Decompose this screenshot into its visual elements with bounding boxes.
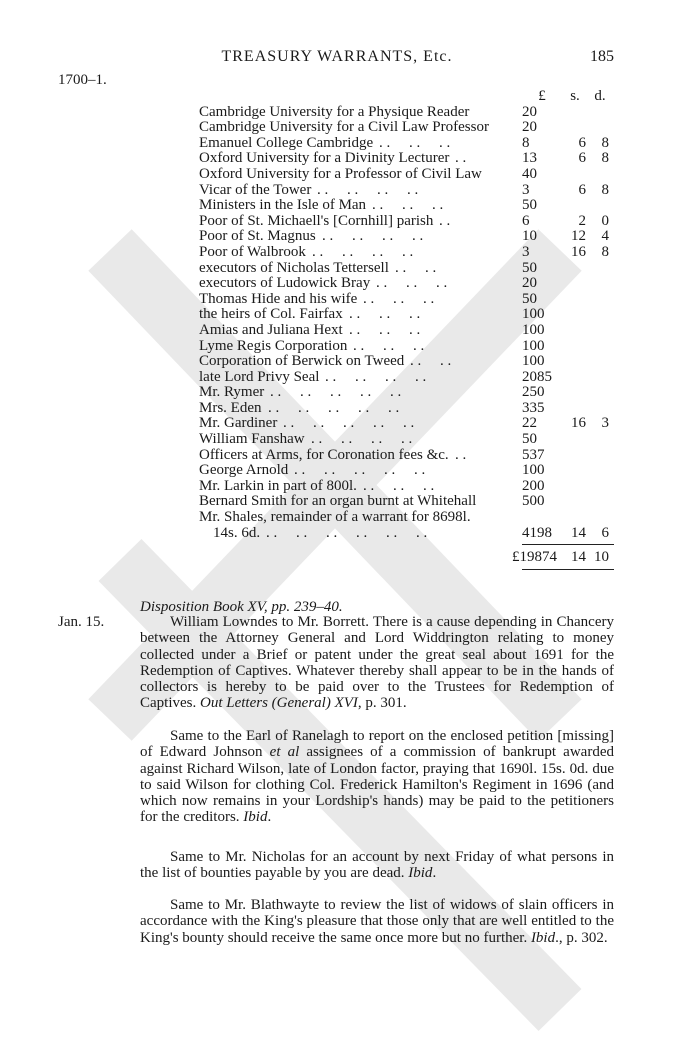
pounds-value: 3	[522, 243, 530, 260]
ledger-entry-label: Amias and Juliana Hext	[199, 321, 343, 338]
shillings-value: 6	[578, 134, 586, 151]
ledger-row	[199, 323, 614, 339]
ledger-entry-label: Mrs. Eden	[199, 399, 262, 416]
ledger-entry-label: 14s. 6d.	[213, 524, 261, 541]
shillings-value: 6	[578, 150, 586, 167]
ledger-entry-label: Emanuel College Cambridge	[199, 134, 374, 151]
ledger-entry-label: executors of Ludowick Bray	[199, 275, 371, 292]
leader-dots: . . . . . .	[372, 197, 444, 214]
pence-column-header: d.	[594, 88, 606, 104]
ledger-entry-label: late Lord Privy Seal	[199, 368, 320, 385]
pounds-value: 50	[522, 290, 537, 307]
leader-dots: . . . . . .	[349, 306, 421, 323]
ledger-entry-label: the heirs of Col. Fairfax	[199, 306, 343, 323]
paragraph-3: Same to Mr. Nicholas for an account by next Friday of what persons in the list of bounties payable by you are dead. Ibid.	[140, 849, 614, 882]
ledger-column-headers	[199, 89, 614, 105]
pounds-value: 100	[522, 321, 545, 338]
leader-dots: . . . . . . . .	[311, 431, 413, 448]
pounds-value: 22	[522, 415, 537, 432]
ledger-entry-label: Cambridge University for a Physique Reader	[199, 103, 470, 120]
ledger-entry-label: executors of Nicholas Tettersell	[199, 259, 389, 276]
ledger-row	[199, 463, 614, 479]
subtotal-rule	[522, 544, 614, 545]
pounds-value: 335	[522, 399, 545, 416]
pounds-value: 100	[522, 337, 545, 354]
ledger-entry-label: William Fanshaw	[199, 431, 305, 448]
shillings-value: 16	[571, 243, 586, 260]
ledger-entry-label: Poor of Walbrook	[199, 243, 306, 260]
ledger-row	[199, 136, 614, 152]
pounds-value: 100	[522, 353, 545, 370]
pounds-value: 250	[522, 384, 545, 401]
ledger-entry-label: Oxford University for a Professor of Civil Law	[199, 165, 482, 182]
leader-dots: . . . . . . . .	[312, 243, 414, 260]
pence-value: 8	[601, 150, 609, 167]
pounds-value: 2085	[522, 368, 552, 385]
ledger-row	[199, 479, 614, 495]
pence-value: 0	[601, 212, 609, 229]
ledger-entry-label: Ministers in the Isle of Man	[199, 197, 367, 214]
ledger-row	[199, 432, 614, 448]
pounds-value: 50	[522, 259, 537, 276]
pounds-value: 20	[522, 103, 537, 120]
leader-dots: . . . . . .	[363, 290, 435, 307]
pounds-value: 10	[522, 228, 537, 245]
ledger-entry-label: Poor of St. Magnus	[199, 228, 316, 245]
ledger-row	[199, 261, 614, 277]
shillings-value: 6	[578, 181, 586, 198]
ledger-entry-label: Bernard Smith for an organ burnt at Whitehall	[199, 493, 477, 510]
shillings-value: 16	[571, 415, 586, 432]
ledger-entry-label: George Arnold	[199, 462, 289, 479]
ledger-row	[199, 385, 614, 401]
ledger-row	[199, 307, 614, 323]
ledger-row	[199, 167, 614, 183]
leader-dots: . . . . . . . .	[322, 228, 424, 245]
leader-dots: . . . . . .	[353, 337, 425, 354]
ledger-entry-label: Thomas Hide and his wife	[199, 290, 358, 307]
margin-year: 1700–1.	[58, 72, 107, 88]
ledger-entry-label: Mr. Shales, remainder of a warrant for 8698l.	[199, 509, 471, 526]
total-rule	[522, 569, 614, 570]
ledger-entry-label: Vicar of the Tower	[199, 181, 312, 198]
leader-dots: . . . . . . . . . . . .	[266, 524, 428, 541]
ledger-table	[199, 89, 614, 566]
leader-dots: . . . .	[410, 353, 452, 370]
ledger-row	[199, 214, 614, 230]
pounds-value: 200	[522, 477, 545, 494]
ledger-entry-label: Officers at Arms, for Coronation fees &c.	[199, 446, 449, 463]
leader-dots: . . . . . .	[376, 275, 448, 292]
ledger-rows	[199, 105, 614, 542]
ledger-entry-label: Mr. Rymer	[199, 384, 265, 401]
pounds-value: 8	[522, 134, 530, 151]
ledger-row	[199, 292, 614, 308]
paragraph-1: William Lowndes to Mr. Borrett. There is a cause depending in Chancery between the Attorney General and Lord Widdrington relating to money collected under a Brief or patent under the great seal about 1691 for the Redemption of Captives. Whatever thereby shall appear to be in the hands of collectors is hereby to be paid over to the Trustees for Redemption of Captives. Out Letters (General) XVI, p. 301.	[140, 614, 614, 712]
paragraph-2: Same to the Earl of Ranelagh to report on the enclosed petition [missing] of Edward Johnson et al assignees of a commission of bankrupt awarded against Richard Wilson, late of London factor, praying that 1690l. 15s. 0d. due to said Wilson for clothing Col. Frederick Hamilton's Regiment in 1696 (and which now remains in your Lordship's hands) may be paid to the petitioners for the creditors. Ibid.	[140, 728, 614, 826]
shillings-value: 12	[571, 228, 586, 245]
ledger-entry-label: Poor of St. Michaell's [Cornhill] parish	[199, 212, 434, 229]
leader-dots: . .	[455, 150, 467, 167]
leader-dots: . .	[455, 446, 467, 463]
ledger-entry-label: Cambridge University for a Civil Law Professor	[199, 119, 489, 136]
leader-dots: . . . . . .	[363, 477, 435, 494]
leader-dots: . . . . . . . .	[317, 181, 419, 198]
entry-date: Jan. 15.	[58, 614, 105, 630]
total-row	[199, 550, 614, 566]
pounds-value: 537	[522, 446, 545, 463]
ledger-row	[199, 448, 614, 464]
ledger-entry-label: Corporation of Berwick on Tweed	[199, 353, 405, 370]
shillings-value: 2	[578, 212, 586, 229]
running-title: TREASURY WARRANTS, Etc.	[221, 48, 453, 65]
ledger-entry-label: Oxford University for a Divinity Lecturer	[199, 150, 450, 167]
leader-dots: . . . . . . . . . .	[270, 384, 402, 401]
leader-dots: . . . . . .	[379, 134, 451, 151]
pounds-value: 100	[522, 306, 545, 323]
ledger-entry-label: Mr. Larkin in part of 800l.	[199, 477, 357, 494]
pence-value: 6	[601, 524, 609, 541]
pence-value: 8	[601, 243, 609, 260]
paragraph-4: Same to Mr. Blathwayte to review the list of widows of slain officers in accordance with the King's pleasure that those only that are well entitled to the King's bounty should receive the same once more but no further. Ibid., p. 302.	[140, 897, 614, 946]
pence-value: 4	[601, 228, 609, 245]
shillings-value: 14	[571, 524, 586, 541]
ledger-row	[199, 198, 614, 214]
leader-dots: . .	[439, 212, 451, 229]
total-pence: 10	[594, 549, 609, 566]
ledger-row	[199, 105, 614, 121]
pounds-column-header: £	[538, 88, 546, 104]
ledger-row	[199, 370, 614, 386]
total-shillings: 14	[571, 549, 586, 566]
leader-dots: . . . . . .	[349, 321, 421, 338]
pounds-value: 50	[522, 197, 537, 214]
pounds-value: 20	[522, 275, 537, 292]
pence-value: 8	[601, 134, 609, 151]
ledger-row	[199, 120, 614, 136]
ledger-row	[199, 339, 614, 355]
ledger-entry-label: Mr. Gardiner	[199, 415, 278, 432]
ledger-row	[199, 151, 614, 167]
ledger-row	[199, 276, 614, 292]
ledger-row	[199, 416, 614, 432]
leader-dots: . . . . . . . . . .	[294, 462, 426, 479]
shillings-column-header: s.	[570, 88, 580, 104]
pence-value: 8	[601, 181, 609, 198]
pounds-value: 500	[522, 493, 545, 510]
ledger-row	[199, 510, 614, 526]
pounds-value: 40	[522, 165, 537, 182]
ledger-row	[199, 354, 614, 370]
ledger-row	[199, 183, 614, 199]
leader-dots: . . . .	[395, 259, 437, 276]
pounds-value: 4198	[522, 524, 552, 541]
pounds-value: 3	[522, 181, 530, 198]
page-header	[60, 48, 614, 72]
leader-dots: . . . . . . . . . .	[283, 415, 415, 432]
pounds-value: 6	[522, 212, 530, 229]
pounds-value: 20	[522, 119, 537, 136]
pence-value: 3	[601, 415, 609, 432]
ledger-row	[199, 245, 614, 261]
book-reference: Disposition Book XV, pp. 239–40.	[140, 599, 343, 615]
leader-dots: . . . . . . . .	[325, 368, 427, 385]
ledger-row	[199, 229, 614, 245]
ledger-entry-label: Lyme Regis Corporation	[199, 337, 348, 354]
pounds-value: 50	[522, 431, 537, 448]
page-number: 185	[590, 48, 614, 65]
ledger-row	[199, 401, 614, 417]
pounds-value: 13	[522, 150, 537, 167]
ledger-row	[199, 494, 614, 510]
leader-dots: . . . . . . . . . .	[268, 399, 400, 416]
total-pounds: £19874	[512, 549, 557, 566]
ledger-row	[199, 526, 614, 542]
pounds-value: 100	[522, 462, 545, 479]
